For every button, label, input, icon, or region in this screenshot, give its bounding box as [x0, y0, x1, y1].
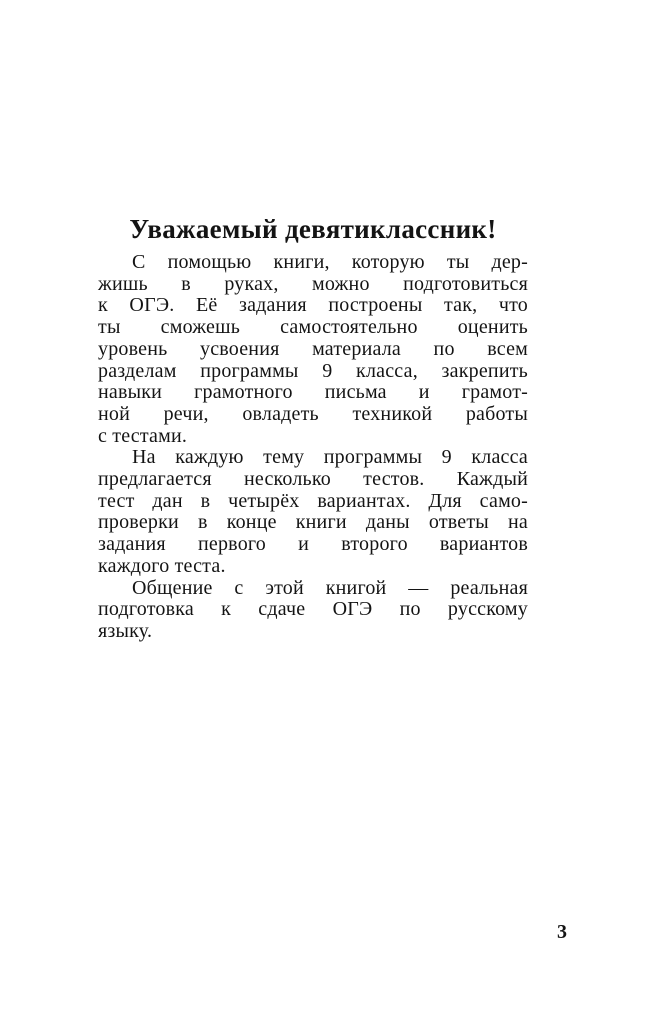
- body-text: [98, 252, 528, 643]
- text-line: с тестами.: [98, 424, 188, 447]
- text-line: ты сможешь самостоятельно оценить: [98, 316, 528, 339]
- text-line: разделам программы 9 класса, закрепить: [98, 359, 528, 382]
- text-line: На каждую тему программы 9 класса: [132, 446, 528, 469]
- text-line: проверки в конце книги даны ответы на: [98, 511, 528, 534]
- text-line: жишь в руках, можно подготовиться: [98, 272, 528, 295]
- text-line: задания первого и второго вариантов: [98, 533, 528, 556]
- text-line: к ОГЭ. Её задания построены так, что: [98, 294, 528, 317]
- paragraph: [98, 252, 528, 447]
- text-line: уровень усвоения материала по всем: [98, 337, 528, 360]
- text-line: навыки грамотного письма и грамот-: [98, 381, 528, 404]
- text-line: ной речи, овладеть техникой работы: [98, 402, 528, 425]
- page-title: Уважаемый девятиклассник!: [129, 214, 497, 244]
- page-number: 3: [557, 921, 567, 943]
- text-line: С помощью книги, которую ты дер-: [132, 251, 528, 273]
- paragraph: [98, 447, 528, 577]
- paragraph: [98, 578, 528, 643]
- text-line: предлагается несколько тестов. Каждый: [98, 468, 528, 491]
- text-line: языку.: [98, 619, 153, 642]
- text-line: подготовка к сдаче ОГЭ по русскому: [98, 598, 528, 621]
- text-line: тест дан в четырёх вариантах. Для само-: [98, 489, 528, 512]
- text-line: Общение с этой книгой — реальная: [132, 576, 528, 599]
- text-line: каждого теста.: [98, 554, 226, 577]
